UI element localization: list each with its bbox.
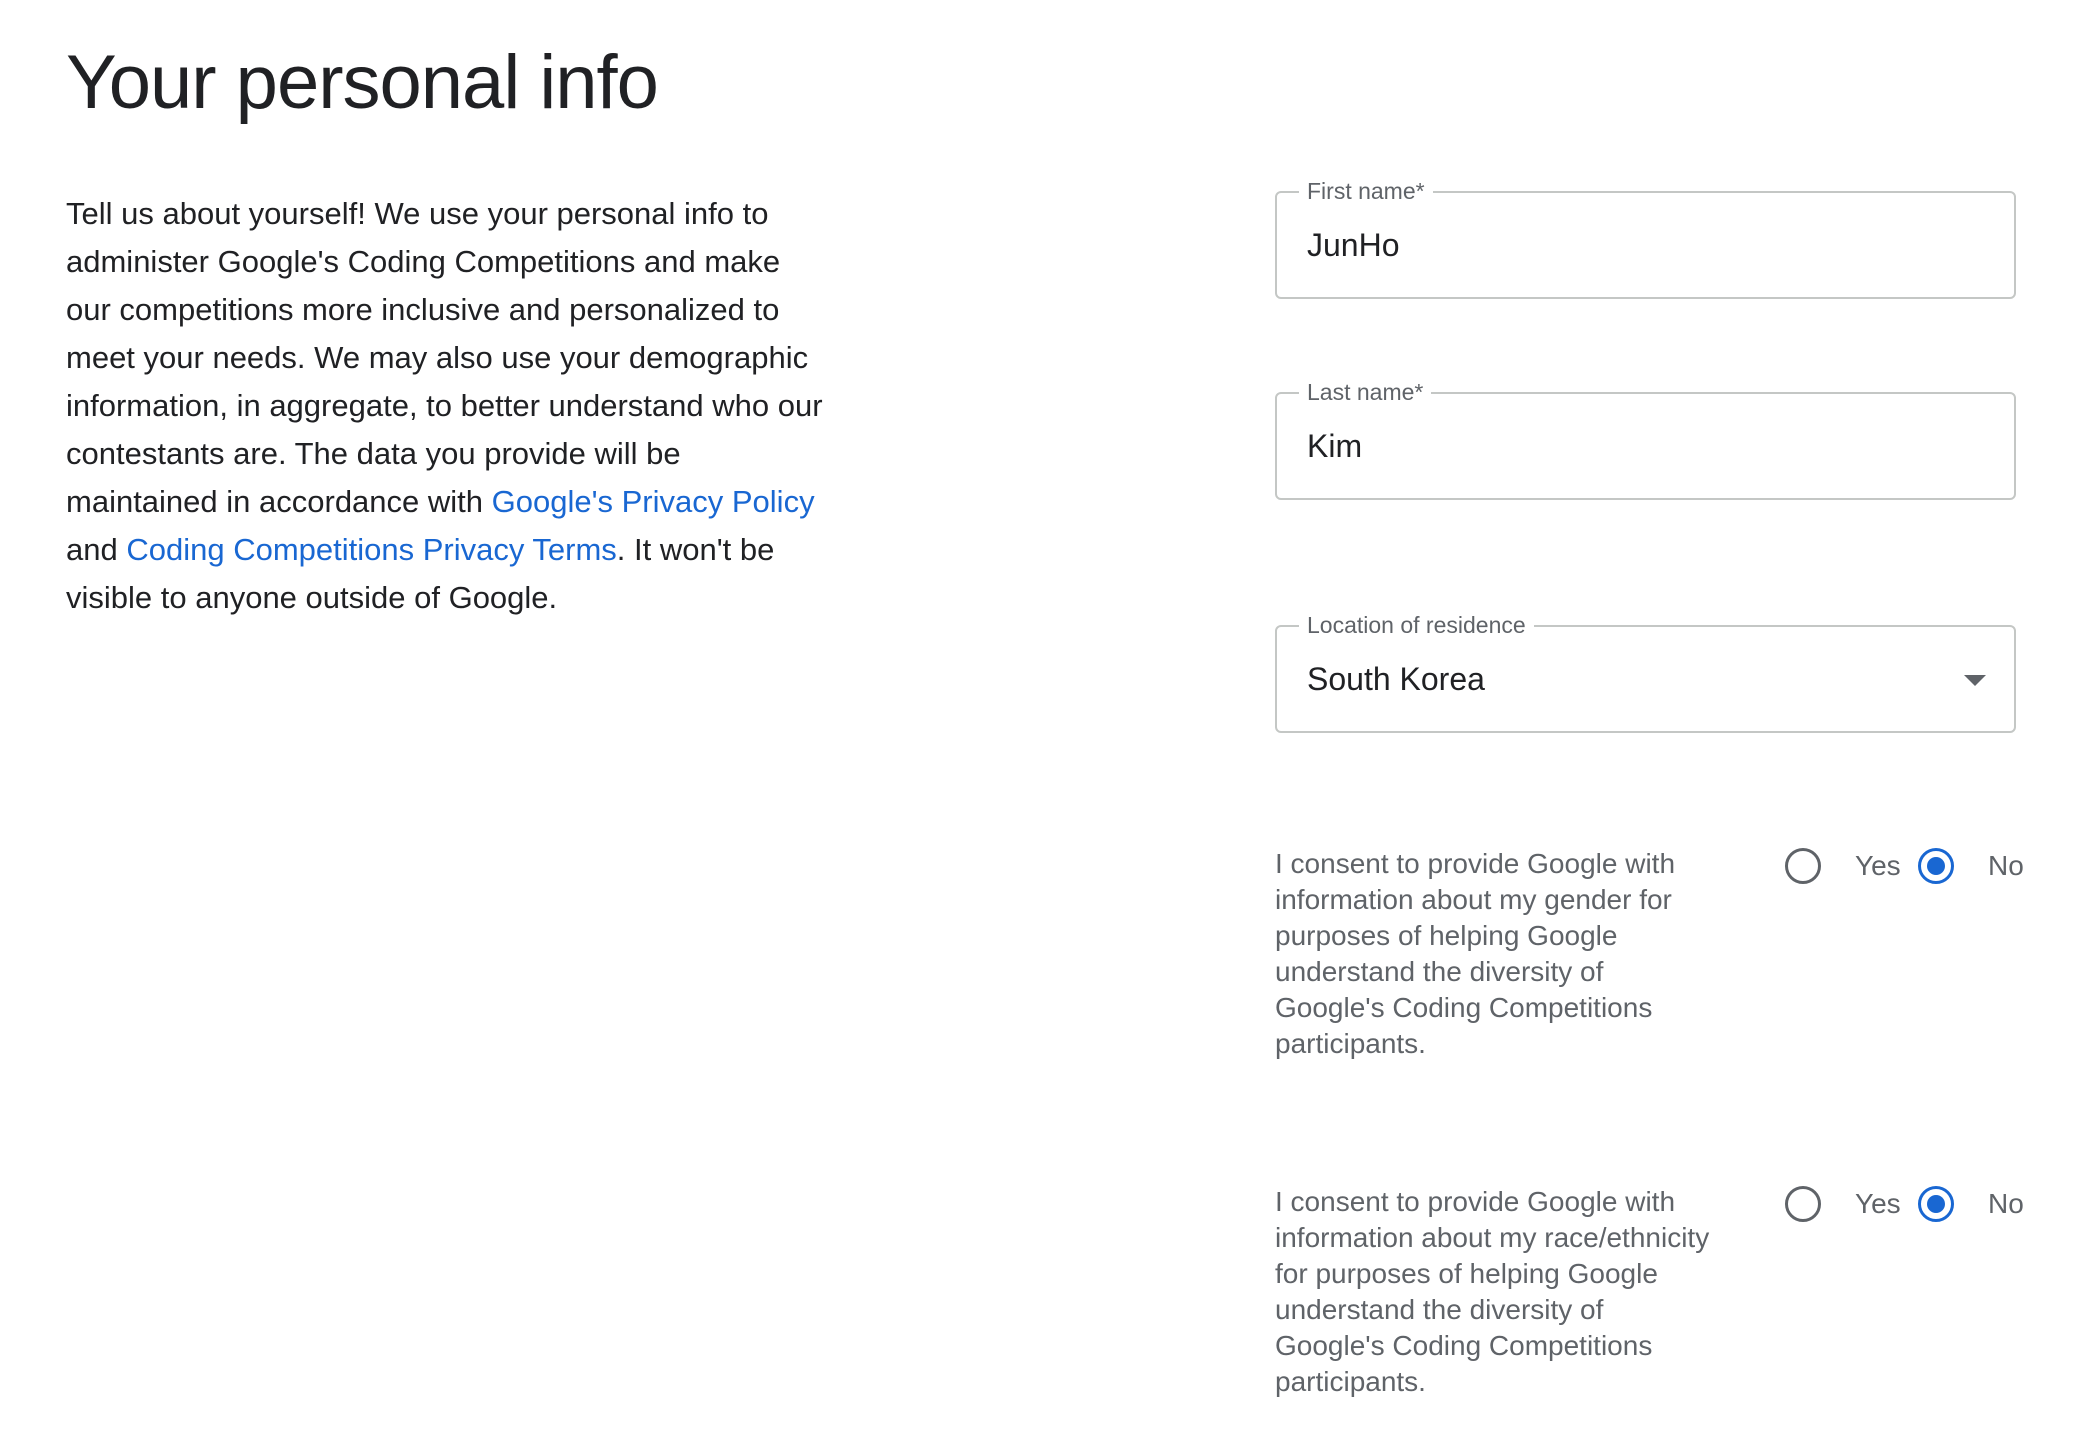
intro-text-3: . It won't be visible to anyone outside of Google.: [66, 532, 775, 615]
race-consent-no-radio[interactable]: [1918, 1186, 1954, 1222]
gender-consent-yes-label[interactable]: Yes: [1855, 850, 1901, 881]
page-title: Your personal info: [66, 40, 658, 125]
gender-consent-yes-radio[interactable]: [1785, 848, 1821, 884]
privacy-policy-link[interactable]: Google's Privacy Policy: [491, 484, 815, 519]
intro-text-1: Tell us about yourself! We use your personal info to administer Google's Coding Competitions and make our competitions more inclusive and personalized to meet your needs. We may also use your demographic information, in aggregate, to better understand who our contestants are. The data you provide will be maintained in accordance with: [66, 196, 823, 519]
race-consent-yes-label[interactable]: Yes: [1855, 1188, 1901, 1219]
race-consent-text: I consent to provide Google with information about my race/ethnicity for purposes of helping Google understand the diversity of Google's Coding Competitions participants.: [1275, 1186, 1710, 1397]
intro-paragraph: [66, 190, 826, 622]
intro-text-2: and: [66, 532, 127, 567]
gender-consent-no-radio[interactable]: [1918, 848, 1954, 884]
race-consent-radio-group: [1776, 1186, 2024, 1230]
location-selected-value: South Korea: [1307, 661, 1485, 697]
first-name-field[interactable]: [1275, 178, 2016, 299]
last-name-field[interactable]: [1275, 379, 2016, 500]
race-consent-yes-radio[interactable]: [1785, 1186, 1821, 1222]
first-name-label: First name*: [1299, 177, 1433, 205]
location-label: Location of residence: [1299, 611, 1534, 639]
dropdown-arrow-icon[interactable]: [1964, 675, 1986, 686]
privacy-terms-link[interactable]: Coding Competitions Privacy Terms: [126, 532, 617, 567]
last-name-input[interactable]: [1307, 394, 1967, 498]
gender-consent-text: I consent to provide Google with information about my gender for purposes of helping Google understand the diversity of Google's Coding Competitions participants.: [1275, 848, 1676, 1059]
race-consent-no-label[interactable]: No: [1988, 1188, 2024, 1219]
gender-consent-no-label[interactable]: No: [1988, 850, 2024, 881]
first-name-input[interactable]: [1307, 193, 1967, 297]
last-name-label: Last name*: [1299, 378, 1431, 406]
location-select[interactable]: [1275, 612, 2016, 733]
gender-consent-radio-group: [1776, 848, 2024, 892]
